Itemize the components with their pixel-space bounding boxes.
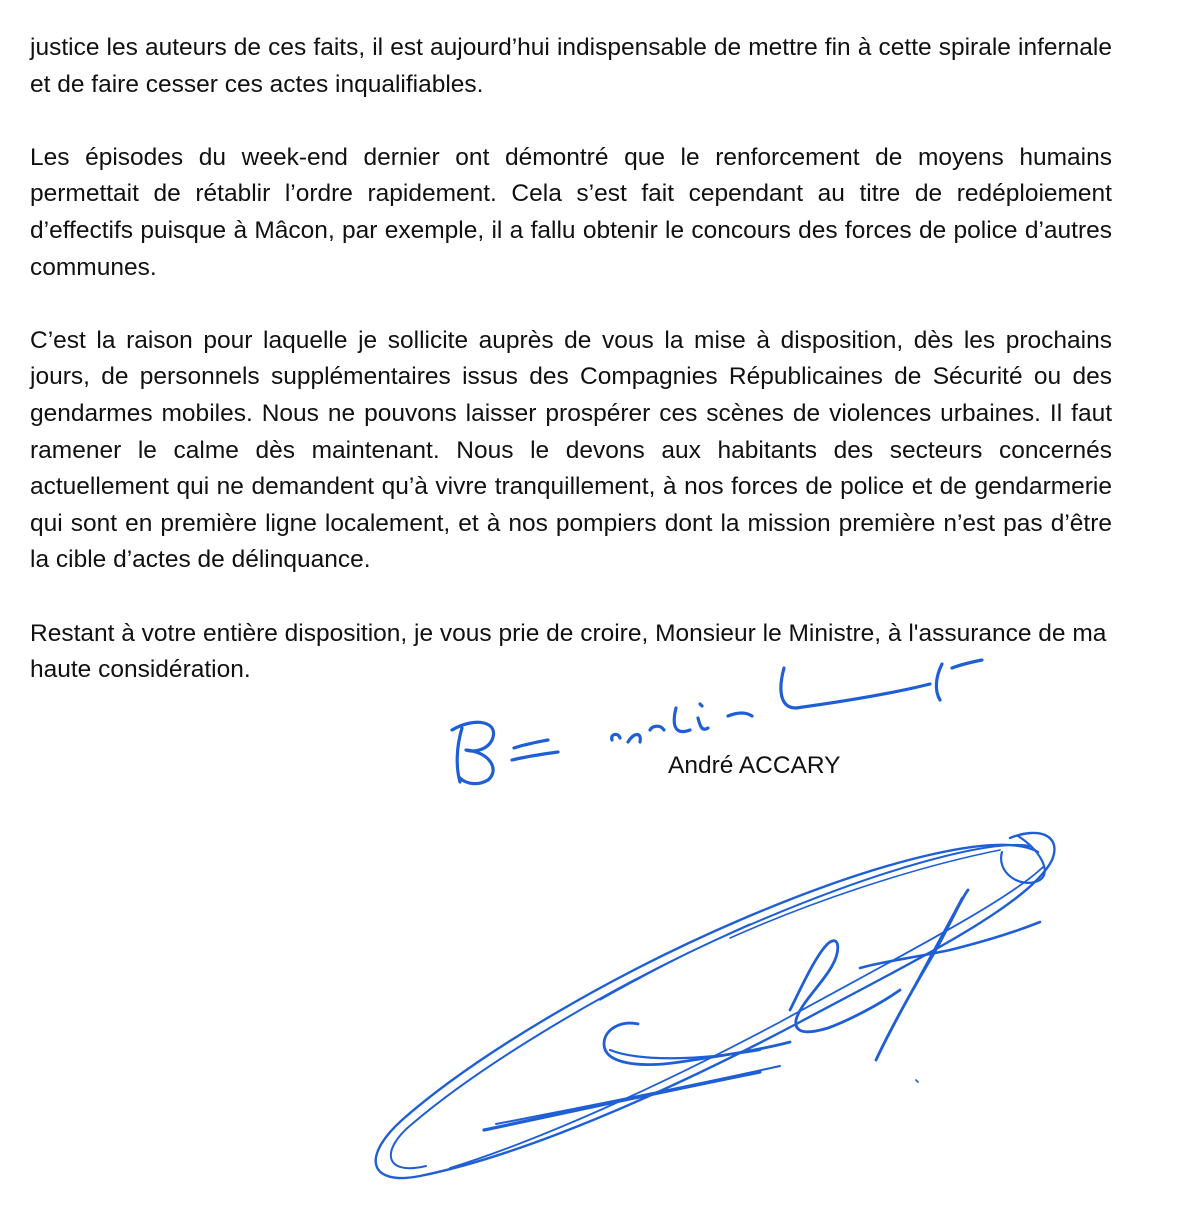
paragraph-1: justice les auteurs de ces faits, il est aujourd’hui indispensable de mettre fin à cette spirale infernale et de faire cesser ces actes inqualifiables. [30, 34, 1112, 98]
paragraph-2: Les épisodes du week-end dernier ont démontré que le renforcement de moyens humains permettait de rétablir l’ordre rapidement. Cela s’est fait cependant au titre de redéploiement d’effectifs puisque à Mâcon, par exemple, il a fallu obtenir le concours des forces de police d’autres communes. [30, 143, 1112, 281]
closing-paragraph: Restant à votre entière disposition, je vous prie de croire, Monsieur le Ministre, à l'assurance de ma haute considération. [30, 619, 1107, 684]
paragraph-3: C’est la raison pour laquelle je sollicite auprès de vous la mise à disposition, dès les prochains jours, de personnels supplémentaires issus des Compagnies Républicaines de Sécurité ou des gendarmes mobiles. Nous ne pouvons laisser prospérer ces scènes de violences urbaines. Il faut ramener le calme dès maintenant. Nous le devons aux habitants des secteurs concernés actuellement qui ne demandent qu’à vivre tranquillement, à nos forces de police et de gendarmerie qui sont en première ligne localement, et à nos pompiers dont la mission première n’est pas d’être la cible d’actes de délinquance. [30, 326, 1112, 574]
signer-name: André ACCARY [668, 752, 841, 779]
